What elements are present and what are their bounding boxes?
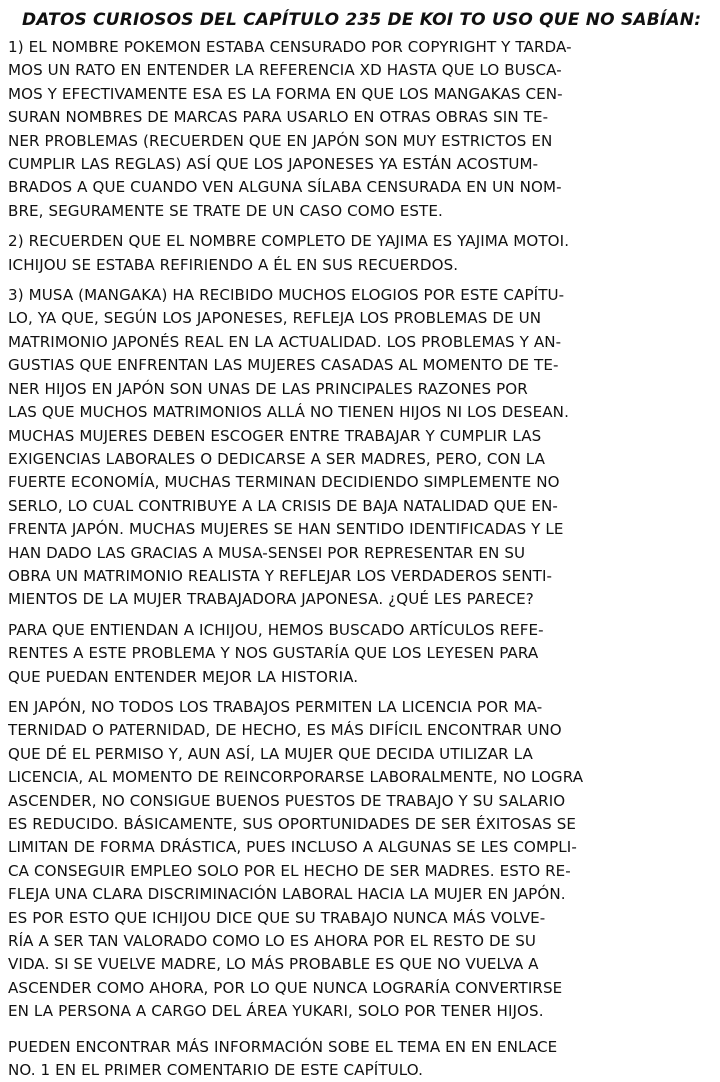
text-line: MOS UN RATO EN ENTENDER LA REFERENCIA XD HASTA QUE LO BUSCA- bbox=[8, 61, 562, 80]
text-line: QUE DÉ EL PERMISO Y, AUN ASÍ, LA MUJER QUE DECIDA UTILIZAR LA bbox=[8, 744, 533, 763]
text-line: ASCENDER, NO CONSIGUE BUENOS PUESTOS DE TRABAJO Y SU SALARIO bbox=[8, 791, 566, 810]
text-line: QUE PUEDAN ENTENDER MEJOR LA HISTORIA. bbox=[8, 667, 359, 686]
text-line: ASCENDER COMO AHORA, POR LO QUE NUNCA LOGRARÍA CONVERTIRSE bbox=[8, 978, 563, 997]
text-line: CA CONSEGUIR EMPLEO SOLO POR EL HECHO DE SER MADRES. ESTO RE- bbox=[8, 861, 571, 880]
text-line: EXIGENCIAS LABORALES O DEDICARSE A SER MADRES, PERO, CON LA bbox=[8, 449, 546, 468]
text-line: BRE, SEGURAMENTE SE TRATE DE UN CASO COMO ESTE. bbox=[8, 201, 443, 220]
text-line: OBRA UN MATRIMONIO REALISTA Y REFLEJAR LOS VERDADEROS SENTI- bbox=[8, 566, 553, 585]
text-line: FLEJA UNA CLARA DISCRIMINACIÓN LABORAL HACIA LA MUJER EN JAPÓN. bbox=[8, 885, 566, 904]
page-title: DATOS CURIOSOS DEL CAPÍTULO 235 DE KOI TO USO QUE NO SABÍAN: bbox=[22, 10, 702, 30]
paragraph-1 bbox=[8, 36, 708, 223]
text-line: NO. 1 EN EL PRIMER COMENTARIO DE ESTE CAPÍTULO. bbox=[8, 1061, 424, 1080]
paragraph-4 bbox=[8, 619, 708, 689]
text-line: LAS QUE MUCHOS MATRIMONIOS ALLÁ NO TIENEN HIJOS NI LOS DESEAN. bbox=[8, 403, 569, 422]
text-line: SURAN NOMBRES DE MARCAS PARA USARLO EN OTRAS OBRAS SIN TE- bbox=[8, 108, 549, 127]
text-line: ICHIJOU SE ESTABA REFIRIENDO A ÉL EN SUS RECUERDOS. bbox=[8, 255, 459, 274]
text-line: RENTES A ESTE PROBLEMA Y NOS GUSTARÍA QUE LOS LEYESEN PARA bbox=[8, 644, 539, 663]
text-line: LO, YA QUE, SEGÚN LOS JAPONESES, REFLEJA LOS PROBLEMAS DE UN bbox=[8, 309, 542, 328]
text-line: EN LA PERSONA A CARGO DEL ÁREA YUKARI, SOLO POR TENER HIJOS. bbox=[8, 1002, 544, 1021]
text-line: GUSTIAS QUE ENFRENTAN LAS MUJERES CASADAS AL MOMENTO DE TE- bbox=[8, 356, 559, 375]
text-line: ES REDUCIDO. BÁSICAMENTE, SUS OPORTUNIDADES DE SER ÉXITOSAS SE bbox=[8, 815, 577, 833]
paragraph-2 bbox=[8, 230, 708, 277]
text-line: PUEDEN ENCONTRAR MÁS INFORMACIÓN SOBE EL TEMA EN EN ENLACE bbox=[8, 1037, 558, 1056]
text-line: NER PROBLEMAS (RECUERDEN QUE EN JAPÓN SON MUY ESTRICTOS EN bbox=[8, 131, 553, 150]
text-line: MIENTOS DE LA MUJER TRABAJADORA JAPONESA. ¿QUÉ LES PARECE? bbox=[8, 590, 534, 609]
text-line: MUCHAS MUJERES DEBEN ESCOGER ENTRE TRABAJAR Y CUMPLIR LAS bbox=[8, 426, 542, 445]
paragraph-3 bbox=[8, 284, 708, 612]
text-line: CUMPLIR LAS REGLAS) ASÍ QUE LOS JAPONESES YA ESTÁN ACOSTUM- bbox=[8, 155, 539, 174]
text-line: 1) EL NOMBRE POKEMON ESTABA CENSURADO POR COPYRIGHT Y TARDA- bbox=[8, 38, 572, 56]
text-line: LICENCIA, AL MOMENTO DE REINCORPORARSE LABORALMENTE, NO LOGRA bbox=[8, 768, 584, 787]
text-line: 2) RECUERDEN QUE EL NOMBRE COMPLETO DE YAJIMA ES YAJIMA MOTOI. bbox=[8, 232, 570, 251]
text-line: EN JAPÓN, NO TODOS LOS TRABAJOS PERMITEN LA LICENCIA POR MA- bbox=[8, 697, 543, 716]
text-line: MOS Y EFECTIVAMENTE ESA ES LA FORMA EN QUE LOS MANGAKAS CEN- bbox=[8, 84, 563, 103]
text-line: ES POR ESTO QUE ICHIJOU DICE QUE SU TRABAJO NUNCA MÁS VOLVE- bbox=[8, 908, 546, 927]
text-line: FUERTE ECONOMÍA, MUCHAS TERMINAN DECIDIENDO SIMPLEMENTE NO bbox=[8, 473, 560, 492]
text-line: PARA QUE ENTIENDAN A ICHIJOU, HEMOS BUSCADO ARTÍCULOS REFE- bbox=[8, 620, 544, 639]
text-line: 3) MUSA (MANGAKA) HA RECIBIDO MUCHOS ELOGIOS POR ESTE CAPÍTU- bbox=[8, 286, 565, 305]
paragraph-6 bbox=[8, 1036, 708, 1082]
text-line: TERNIDAD O PATERNIDAD, DE HECHO, ES MÁS DIFÍCIL ENCONTRAR UNO bbox=[8, 721, 562, 740]
text-line: MATRIMONIO JAPONÉS REAL EN LA ACTUALIDAD. LOS PROBLEMAS Y AN- bbox=[8, 332, 562, 351]
text-line: VIDA. SI SE VUELVE MADRE, LO MÁS PROBABLE ES QUE NO VUELVA A bbox=[8, 955, 539, 974]
text-line: RÍA A SER TAN VALORADO COMO LO ES AHORA POR EL RESTO DE SU bbox=[8, 932, 537, 951]
paragraph-5 bbox=[8, 696, 708, 1024]
text-line: SERLO, LO CUAL CONTRIBUYE A LA CRISIS DE BAJA NATALIDAD QUE EN- bbox=[8, 496, 558, 515]
text-line: HAN DADO LAS GRACIAS A MUSA-SENSEI POR REPRESENTAR EN SU bbox=[8, 543, 526, 562]
text-line: NER HIJOS EN JAPÓN SON UNAS DE LAS PRINCIPALES RAZONES POR bbox=[8, 379, 528, 398]
text-line: LIMITAN DE FORMA DRÁSTICA, PUES INCLUSO A ALGUNAS SE LES COMPLI- bbox=[8, 838, 577, 857]
text-line: FRENTA JAPÓN. MUCHAS MUJERES SE HAN SENTIDO IDENTIFICADAS Y LE bbox=[8, 520, 564, 539]
text-line: BRADOS A QUE CUANDO VEN ALGUNA SÍLABA CENSURADA EN UN NOM- bbox=[8, 178, 562, 197]
